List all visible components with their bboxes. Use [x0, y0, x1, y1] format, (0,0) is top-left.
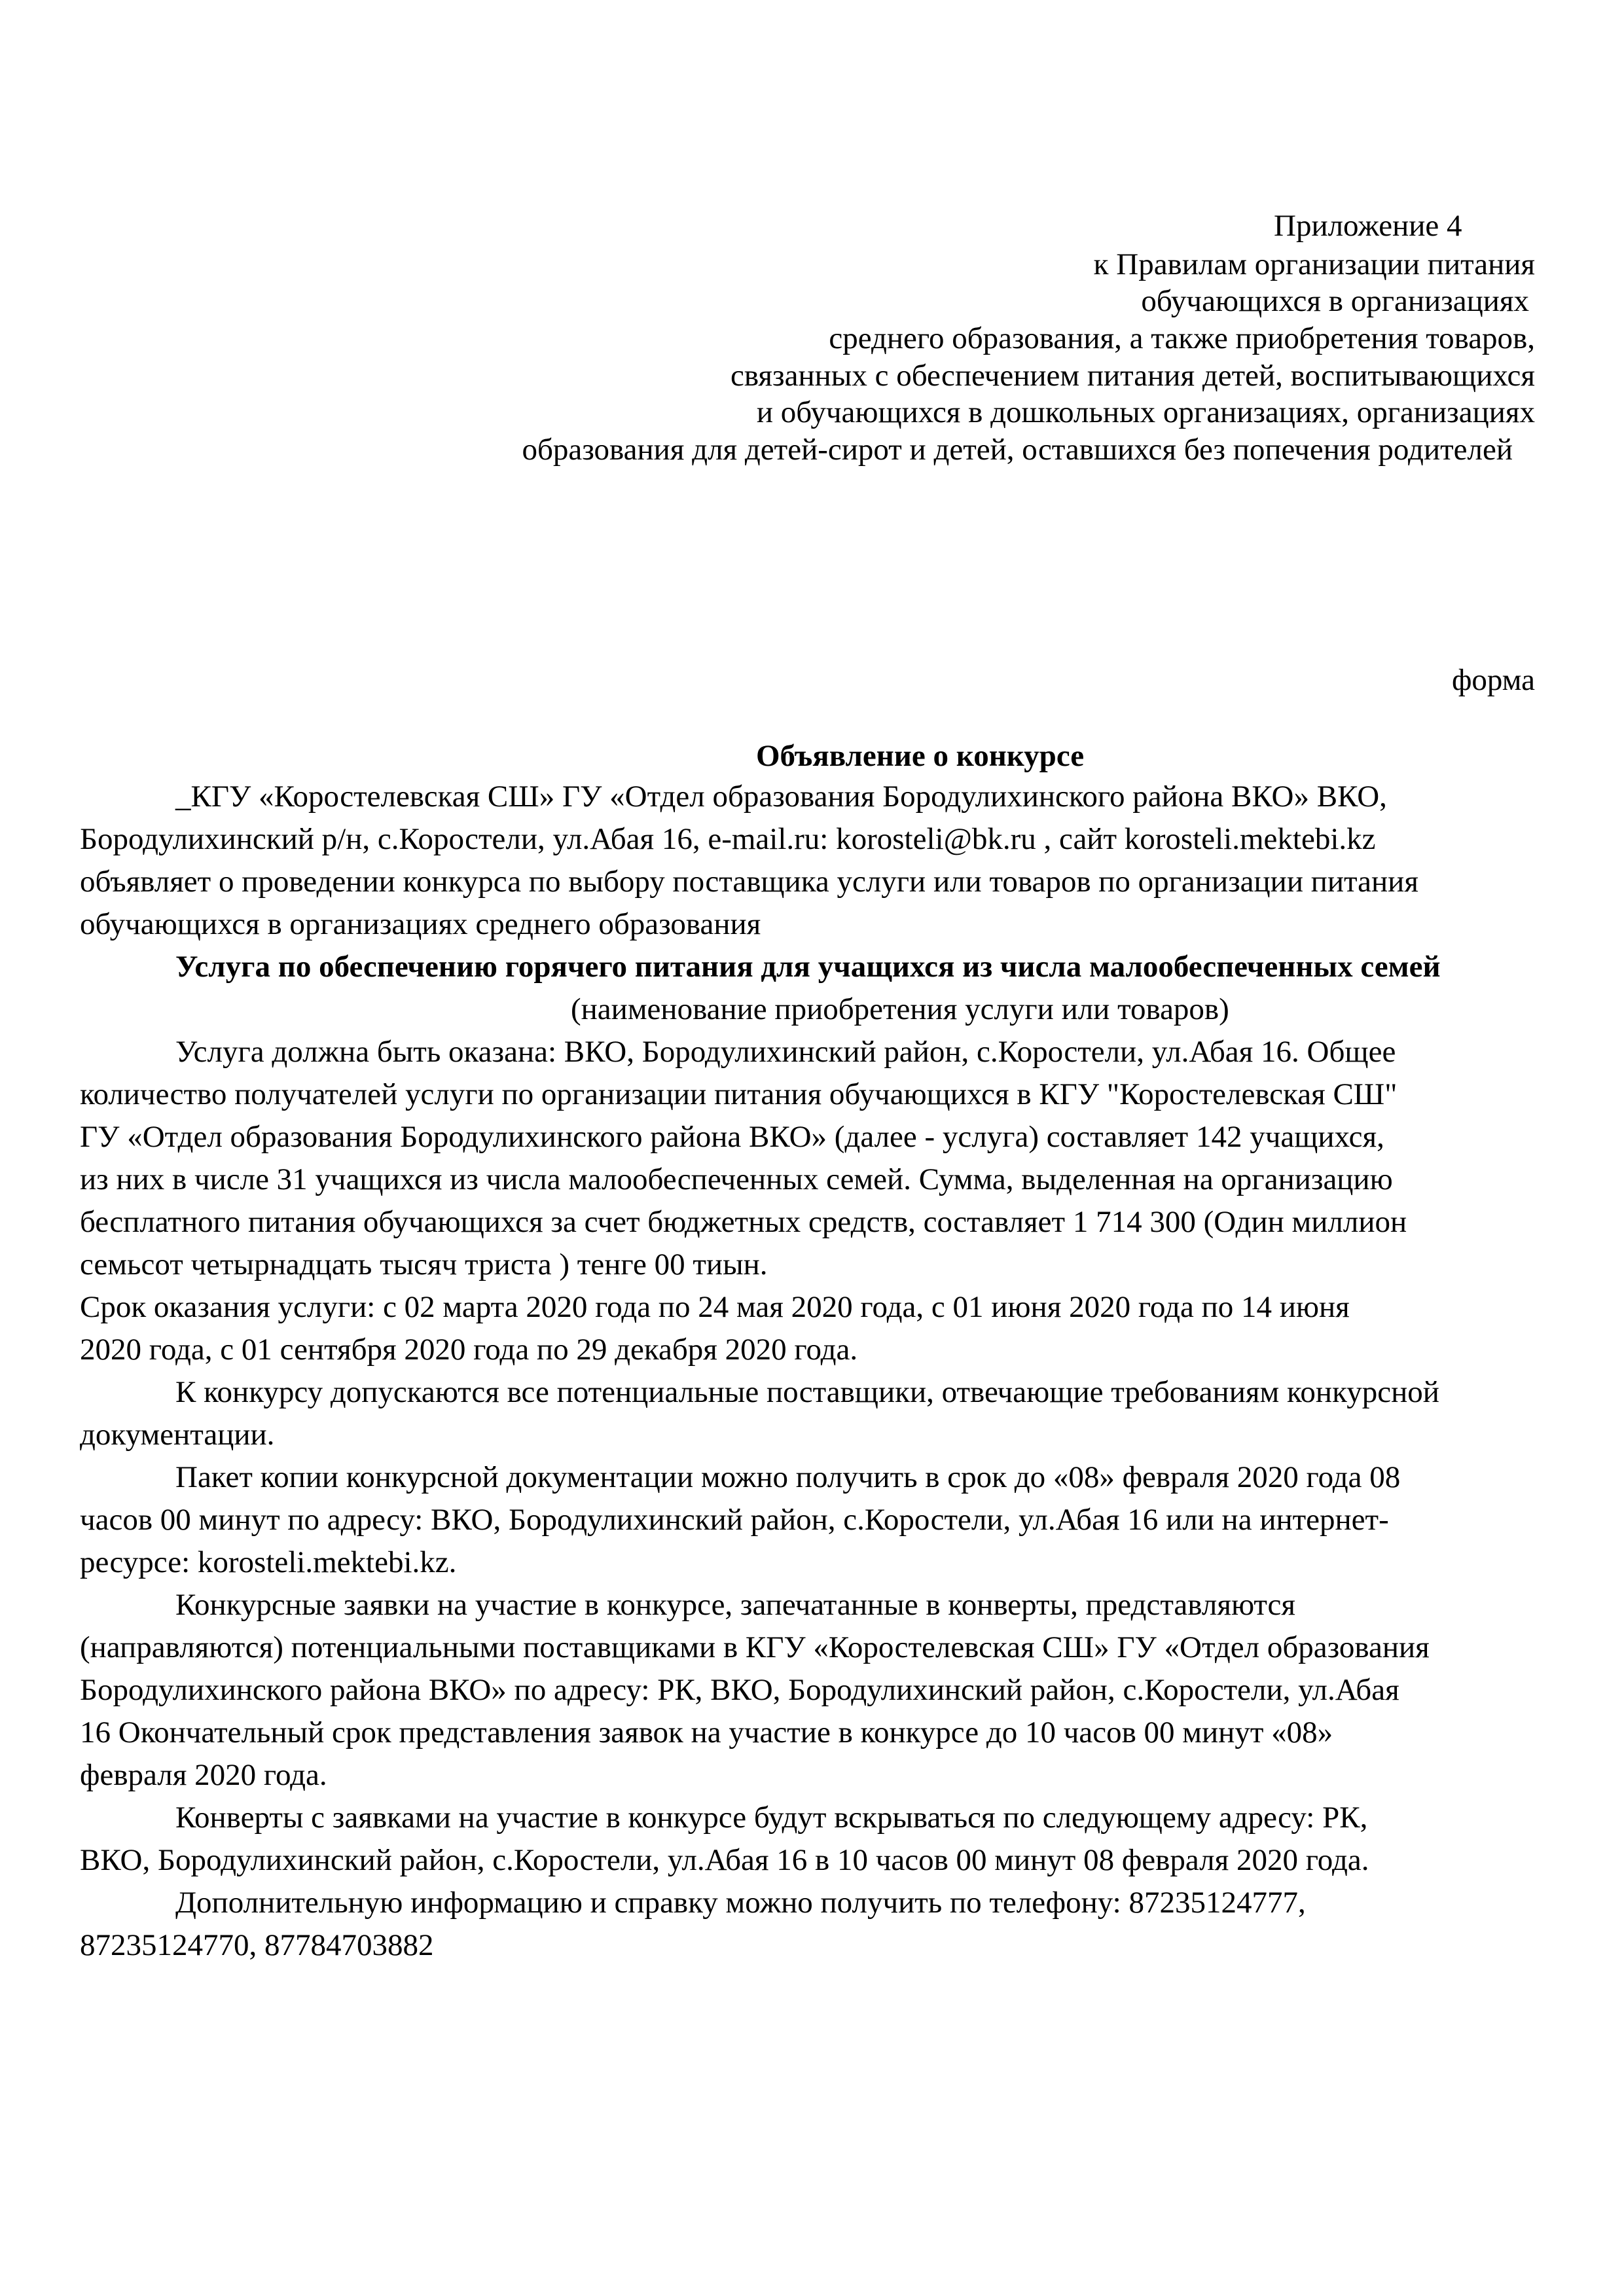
- applications-line: Конкурсные заявки на участие в конкурсе, запечатанные в конверты, представляются: [175, 1588, 1296, 1622]
- package-line: часов 00 минут по адресу: ВКО, Бородулихинский район, с.Коростели, ул.Абая 16 или на интернет-: [80, 1503, 1389, 1537]
- applications-line: (направляются) потенциальными поставщиками в КГУ «Коростелевская СШ» ГУ «Отдел образования: [80, 1630, 1430, 1664]
- intro-line: обучающихся в организациях среднего образования: [80, 907, 761, 941]
- intro-line: объявляет о проведении конкурса по выбору поставщика услуги или товаров по организации питания: [80, 865, 1418, 899]
- service-line: ГУ «Отдел образования Бородулихинского района ВКО» (далее - услуга) составляет 142 учащихся,: [80, 1120, 1384, 1154]
- service-caption: (наименование приобретения услуги или товаров): [571, 992, 1229, 1026]
- envelopes-line: ВКО, Бородулихинский район, с.Коростели, ул.Абая 16 в 10 часов 00 минут 08 февраля 2020 года.: [80, 1843, 1369, 1877]
- service-name: Услуга по обеспечению горячего питания для учащихся из числа малообеспеченных семей: [175, 950, 1441, 984]
- admission-line: К конкурсу допускаются все потенциальные поставщики, отвечающие требованиям конкурсной: [175, 1375, 1439, 1409]
- header-line: к Правилам организации питания: [1093, 247, 1535, 281]
- header-line: и обучающихся в дошкольных организациях, организациях: [756, 395, 1535, 429]
- applications-line: февраля 2020 года.: [80, 1758, 327, 1792]
- header-line: образования для детей-сирот и детей, оставшихся без попечения родителей: [522, 433, 1513, 467]
- intro-line: Бородулихинский р/н, с.Коростели, ул.Абая 16, e-mail.ru: korosteli@bk.ru , сайт korosteli.mektebi.kz: [80, 822, 1376, 856]
- term-line: 2020 года, с 01 сентября 2020 года по 29 декабря 2020 года.: [80, 1333, 858, 1367]
- contacts-line: 87235124770, 87784703882: [80, 1928, 434, 1962]
- form-label: форма: [1451, 663, 1535, 697]
- header-line: обучающихся в организациях: [1141, 284, 1529, 318]
- intro-line: _КГУ «Коростелевская СШ» ГУ «Отдел образования Бородулихинского района ВКО» ВКО,: [175, 780, 1387, 814]
- header-line: среднего образования, а также приобретения товаров,: [829, 321, 1535, 355]
- applications-line: 16 Окончательный срок представления заявок на участие в конкурсе до 10 часов 00 минут «08»: [80, 1715, 1333, 1749]
- admission-line: документации.: [80, 1418, 275, 1452]
- term-line: Срок оказания услуги: с 02 марта 2020 года по 24 мая 2020 года, с 01 июня 2020 года по 14 июня: [80, 1290, 1350, 1324]
- envelopes-line: Конверты с заявками на участие в конкурсе будут вскрываться по следующему адресу: РК,: [175, 1801, 1368, 1835]
- header-line: связанных с обеспечением питания детей, воспитывающихся: [730, 359, 1535, 393]
- document-title: Объявление о конкурсе: [756, 739, 1085, 773]
- applications-line: Бородулихинского района ВКО» по адресу: РК, ВКО, Бородулихинский район, с.Коростели, ул.Абая: [80, 1673, 1399, 1707]
- service-line: семьсот четырнадцать тысяч триста ) тенге 00 тиын.: [80, 1247, 768, 1282]
- service-line: Услуга должна быть оказана: ВКО, Бородулихинский район, с.Коростели, ул.Абая 16. Общее: [175, 1035, 1396, 1069]
- service-line: из них в числе 31 учащихся из числа малообеспеченных семей. Сумма, выделенная на организацию: [80, 1162, 1393, 1196]
- package-line: Пакет копии конкурсной документации можно получить в срок до «08» февраля 2020 года 08: [175, 1460, 1401, 1494]
- service-line: бесплатного питания обучающихся за счет бюджетных средств, составляет 1 714 300 (Один миллион: [80, 1205, 1407, 1239]
- service-line: количество получателей услуги по организации питания обучающихся в КГУ "Коростелевская СШ": [80, 1077, 1398, 1111]
- contacts-line: Дополнительную информацию и справку можно получить по телефону: 87235124777,: [175, 1886, 1306, 1920]
- package-line: ресурсе: korosteli.mektebi.kz.: [80, 1545, 457, 1579]
- appendix-number: Приложение 4: [1274, 209, 1462, 243]
